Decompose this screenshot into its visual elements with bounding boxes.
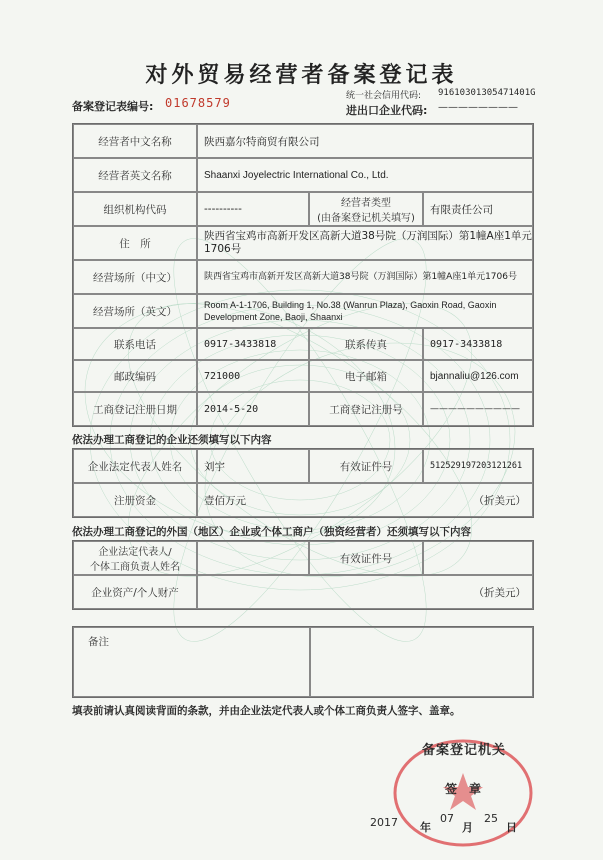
reg-no-value: 01678579 xyxy=(165,96,231,110)
reg-date-value: 2014-5-20 xyxy=(197,392,309,426)
capital-value xyxy=(197,483,533,517)
section2-id-label: 有效证件号 xyxy=(309,541,423,575)
biz-cn-value: 陕西省宝鸡市高新开发区高新大道38号院（万润国际）第1幢A座1单元1706号 xyxy=(197,260,533,294)
en-name-value: Shaanxi Joyelectric International Co., Ltd. xyxy=(197,158,533,192)
capital-unit: （折美元） xyxy=(473,494,526,507)
date-month-label: 月 xyxy=(462,821,473,834)
en-name-label: 经营者英文名称 xyxy=(73,158,197,192)
cn-name-value: 陕西嘉尔特商贸有限公司 xyxy=(197,124,533,158)
fax-value: 0917-3433818 xyxy=(423,328,533,360)
rep-label-line1: 企业法定代表人/ xyxy=(98,547,172,558)
phone-value: 0917-3433818 xyxy=(197,328,309,360)
type-label xyxy=(309,192,423,226)
capital-amount: 壹佰万元 xyxy=(204,494,246,507)
legal-rep-value: 刘宇 xyxy=(197,449,309,483)
assets-label: 企业资产/个人财产 xyxy=(73,575,197,609)
section1-heading: 依法办理工商登记的企业还须填写以下内容 xyxy=(72,434,272,446)
section2-table xyxy=(72,540,534,610)
assets-unit: （折美元） xyxy=(473,586,526,599)
biz-en-value: Room A-1-1706, Building 1, No.38 (Wanrun Plaza), Gaoxin Road, Gaoxin Development Zone, Baoji, Shaanxi xyxy=(197,294,533,328)
postcode-value: 721000 xyxy=(197,360,309,392)
legal-rep-label: 企业法定代表人姓名 xyxy=(73,449,197,483)
type-value: 有限责任公司 xyxy=(423,192,533,226)
section2-heading: 依法办理工商登记的外国（地区）企业或个体工商户（独资经营者）还须填写以下内容 xyxy=(72,526,471,538)
address-value: 陕西省宝鸡市高新开发区高新大道38号院（万润国际）第1幢A座1单元1706号 xyxy=(197,226,533,260)
reg-no2-label: 工商登记注册号 xyxy=(309,392,423,426)
remarks-value xyxy=(310,627,533,697)
org-code-value: ---------- xyxy=(197,192,309,226)
date-year: 2017 xyxy=(370,816,398,829)
ie-code-value: ———————— xyxy=(438,102,518,113)
email-label: 电子邮箱 xyxy=(309,360,423,392)
remarks-label: 备注 xyxy=(73,627,310,697)
date-month: 07 xyxy=(440,812,454,825)
rep-label-line2: 个体工商负责人姓名 xyxy=(90,562,180,573)
cn-name-label: 经营者中文名称 xyxy=(73,124,197,158)
reg-no2-value: —————————— xyxy=(423,392,533,426)
phone-label: 联系电话 xyxy=(73,328,197,360)
main-table xyxy=(72,123,534,427)
biz-cn-label: 经营场所（中文） xyxy=(73,260,197,294)
remarks-table xyxy=(72,626,534,698)
seal-label: 签 章 xyxy=(445,782,482,796)
date-day-label: 日 xyxy=(506,821,517,834)
form-title: 对外贸易经营者备案登记表 xyxy=(145,63,458,88)
date-year-label: 年 xyxy=(420,821,431,834)
section1-table xyxy=(72,448,534,518)
rep-label xyxy=(73,541,197,575)
date-day: 25 xyxy=(484,812,498,825)
id-value: 512529197203121261 xyxy=(423,449,533,483)
postcode-label: 邮政编码 xyxy=(73,360,197,392)
ie-code-label: 进出口企业代码: xyxy=(346,104,428,117)
assets-value xyxy=(197,575,533,609)
id-label: 有效证件号 xyxy=(309,449,423,483)
credit-code-value: 91610301305471401G xyxy=(438,88,536,98)
section2-id-value xyxy=(423,541,533,575)
type-label-line2: (由备案登记机关填写) xyxy=(317,213,415,224)
type-label-line1: 经营者类型 xyxy=(341,198,391,209)
rep-value xyxy=(197,541,309,575)
authority-label: 备案登记机关 xyxy=(422,743,507,758)
credit-code-label: 统一社会信用代码: xyxy=(346,91,422,101)
email-value: bjannaliu@126.com xyxy=(423,360,533,392)
reg-date-label: 工商登记注册日期 xyxy=(73,392,197,426)
capital-label: 注册资金 xyxy=(73,483,197,517)
org-code-label: 组织机构代码 xyxy=(73,192,197,226)
footer-note: 填表前请认真阅读背面的条款，并由企业法定代表人或个体工商负责人签字、盖章。 xyxy=(72,705,461,717)
reg-no-label: 备案登记表编号: xyxy=(72,100,154,113)
address-label: 住 所 xyxy=(73,226,197,260)
fax-label: 联系传真 xyxy=(309,328,423,360)
biz-en-label: 经营场所（英文） xyxy=(73,294,197,328)
